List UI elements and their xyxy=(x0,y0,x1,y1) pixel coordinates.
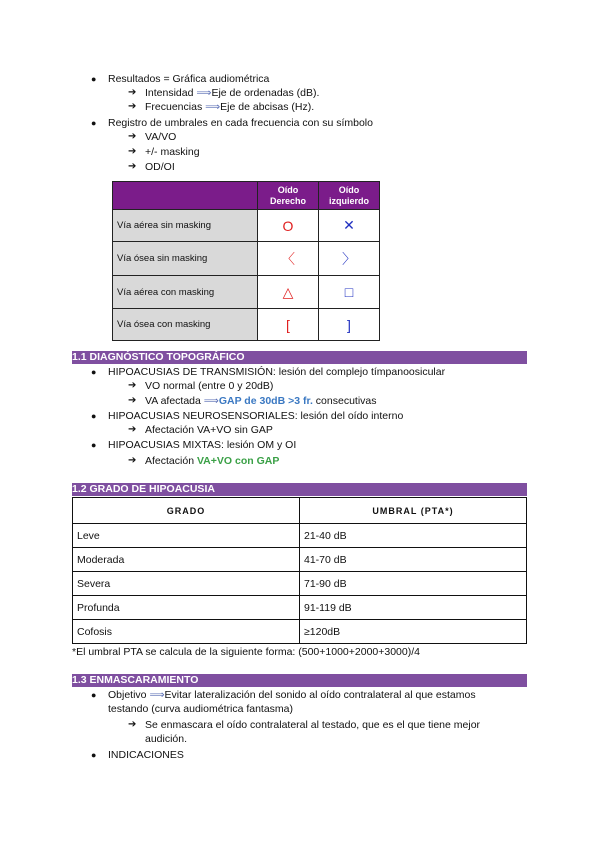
table-row xyxy=(73,548,527,572)
threshold-cell: ≥120dB xyxy=(300,620,527,644)
table-header: Oído izquierdo xyxy=(319,182,380,210)
list-item: Se enmascara el oído contralateral al testado, que es el que tiene mejor xyxy=(145,719,481,731)
bullet-dot: ● xyxy=(91,690,97,700)
threshold-cell: 71-90 dB xyxy=(300,572,527,596)
list-item: Afectación VA+VO sin GAP xyxy=(145,424,273,436)
arrow-icon: ➔ xyxy=(128,87,137,98)
grade-cell: Cofosis xyxy=(73,620,300,644)
grade-cell: Profunda xyxy=(73,596,300,620)
grade-cell: Moderada xyxy=(73,548,300,572)
list-item: HIPOACUSIAS DE TRANSMISIÓN: lesión del complejo tímpanoosicular xyxy=(108,366,446,378)
table-header: GRADO xyxy=(73,498,300,524)
table-row xyxy=(73,524,527,548)
table-row xyxy=(113,210,380,242)
grade-cell: Severa xyxy=(73,572,300,596)
list-item: Registro de umbrales en cada frecuencia con su símbolo xyxy=(108,117,373,129)
list-item: INDICACIONES xyxy=(108,749,184,761)
list-item: Frecuencias ⟹Eje de abcisas (Hz). xyxy=(145,101,315,113)
table-row xyxy=(73,620,527,644)
list-item: +/- masking xyxy=(145,146,200,158)
arrow-icon: ➔ xyxy=(128,131,137,142)
left-bracket-symbol: [ xyxy=(258,309,319,341)
bullet-dot: ● xyxy=(91,411,97,421)
square-symbol: □ xyxy=(319,276,380,309)
arrow-icon: ➔ xyxy=(128,101,137,112)
arrow-icon: ➔ xyxy=(128,146,137,157)
right-angle-symbol: 〉 xyxy=(319,242,380,276)
audiometry-symbols-table xyxy=(112,181,380,341)
threshold-cell: 21-40 dB xyxy=(300,524,527,548)
bullet-dot: ● xyxy=(91,74,97,84)
list-item: Afectación VA+VO con GAP xyxy=(145,455,280,467)
threshold-cell: 41-70 dB xyxy=(300,548,527,572)
list-item: Objetivo ⟹Evitar lateralización del sonido al oído contralateral al que estamos xyxy=(108,689,476,701)
arrow-icon: ➔ xyxy=(128,424,137,435)
list-item: OD/OI xyxy=(145,161,175,173)
grade-cell: Leve xyxy=(73,524,300,548)
triangle-symbol: △ xyxy=(258,276,319,309)
list-item: Intensidad ⟹Eje de ordenadas (dB). xyxy=(145,87,320,99)
arrow-icon: ➔ xyxy=(128,380,137,391)
double-arrow-icon: ⟹ xyxy=(205,101,221,113)
bullet-dot: ● xyxy=(91,367,97,377)
table-row xyxy=(73,572,527,596)
double-arrow-icon: ⟹ xyxy=(203,395,219,407)
table-row xyxy=(113,276,380,309)
table-row xyxy=(113,242,380,276)
arrow-icon: ➔ xyxy=(128,395,137,406)
list-item-continuation: testando (curva audiométrica fantasma) xyxy=(108,703,294,715)
list-item: HIPOACUSIAS NEUROSENSORIALES: lesión del oído interno xyxy=(108,410,404,422)
list-item: VO normal (entre 0 y 20dB) xyxy=(145,380,274,392)
list-item: Resultados = Gráfica audiométrica xyxy=(108,73,270,85)
cross-symbol: ✕ xyxy=(319,210,380,242)
list-item: VA/VO xyxy=(145,131,177,143)
section-title: 1.1 DIAGNÓSTICO TOPOGRÁFICO xyxy=(72,351,527,364)
row-label: Vía aérea sin masking xyxy=(113,210,258,242)
threshold-cell: 91-119 dB xyxy=(300,596,527,620)
table-header: Oído Derecho xyxy=(258,182,319,210)
section-title: 1.3 ENMASCARAMIENTO xyxy=(72,674,527,687)
hearing-loss-grade-table xyxy=(72,497,527,644)
table-header-empty xyxy=(113,182,258,210)
list-item: HIPOACUSIAS MIXTAS: lesión OM y OI xyxy=(108,439,297,451)
circle-symbol: O xyxy=(258,210,319,242)
table-row xyxy=(113,309,380,341)
bullet-dot: ● xyxy=(91,750,97,760)
section-title: 1.2 GRADO DE HIPOACUSIA xyxy=(72,483,527,496)
table-row xyxy=(73,596,527,620)
row-label: Vía ósea con masking xyxy=(113,309,258,341)
arrow-icon: ➔ xyxy=(128,455,137,466)
bullet-dot: ● xyxy=(91,118,97,128)
arrow-icon: ➔ xyxy=(128,719,137,730)
row-label: Vía ósea sin masking xyxy=(113,242,258,276)
left-angle-symbol: 〈 xyxy=(258,242,319,276)
double-arrow-icon: ⟹ xyxy=(196,87,212,99)
right-bracket-symbol: ] xyxy=(319,309,380,341)
list-item: VA afectada ⟹GAP de 30dB >3 fr. consecutivas xyxy=(145,395,377,407)
double-arrow-icon: ⟹ xyxy=(149,689,165,701)
bullet-dot: ● xyxy=(91,440,97,450)
row-label: Vía aérea con masking xyxy=(113,276,258,309)
table-header: UMBRAL (PTA*) xyxy=(300,498,527,524)
pta-footnote: *El umbral PTA se calcula de la siguiente forma: (500+1000+2000+3000)/4 xyxy=(72,646,420,658)
arrow-icon: ➔ xyxy=(128,161,137,172)
list-item-continuation: audición. xyxy=(145,733,188,745)
